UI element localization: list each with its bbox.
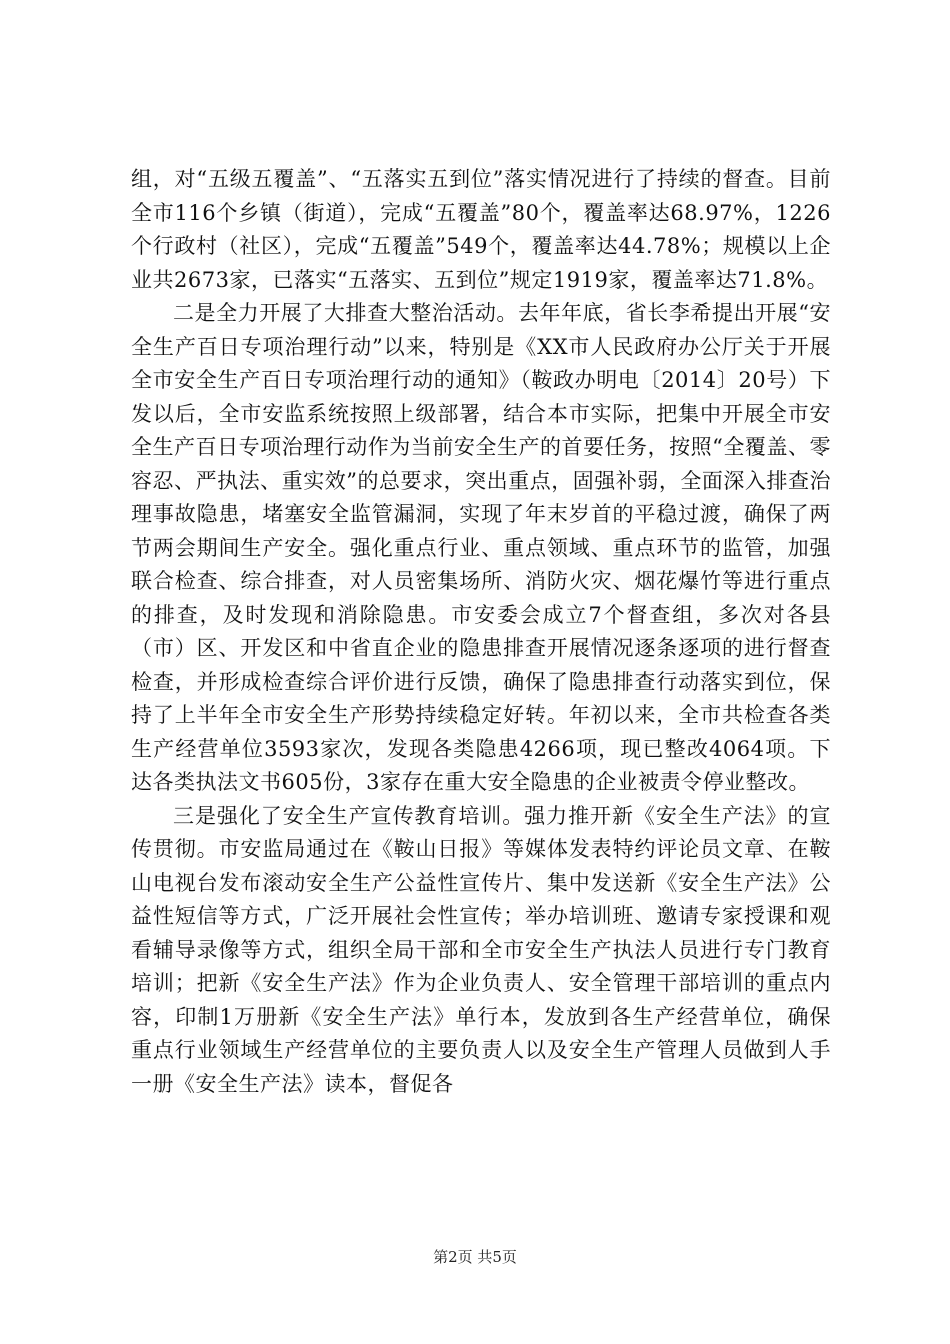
- paragraph-1: 组，对“五级五覆盖”、“五落实五到位”落实情况进行了持续的督查。目前全市116个乡镇（街道），完成“五覆盖”80个，覆盖率达68.97%，1226个行政村（社区），完成“五覆盖”549个，覆盖率达44.78%；规模以上企业共2673家，已落实“五落实、五到位”规定1919家，覆盖率达71.8%。: [131, 167, 831, 292]
- document-body: [131, 163, 831, 1101]
- paragraph-2: 二是全力开展了大排查大整治活动。去年年底，省长李希提出开展“安全生产百日专项治理行动”以来，特别是《XX市人民政府办公厅关于开展全市安全生产百日专项治理行动的通知》（鞍政办明电〔2014〕20号）下发以后，全市安监系统按照上级部署，结合本市实际，把集中开展全市安全生产百日专项治理行动作为当前安全生产的首要任务，按照“全覆盖、零容忍、严执法、重实效”的总要求，突出重点，固强补弱，全面深入排查治理事故隐患，堵塞安全监管漏洞，实现了年末岁首的平稳过渡，确保了两节两会期间生产安全。强化重点行业、重点领域、重点环节的监管，加强联合检查、综合排查，对人员密集场所、消防火灾、烟花爆竹等进行重点的排查，及时发现和消除隐患。市安委会成立7个督查组，多次对各县（市）区、开发区和中省直企业的隐患排查开展情况逐条逐项的进行督查检查，并形成检查综合评价进行反馈，确保了隐患排查行动落实到位，保持了上半年全市安全生产形势持续稳定好转。年初以来，全市共检查各类生产经营单位3593家次，发现各类隐患4266项，现已整改4064项。下达各类执法文书605份，3家存在重大安全隐患的企业被责令停业整改。: [131, 301, 831, 794]
- page-footer: 第2页 共5页: [433, 1248, 517, 1266]
- paragraph-3: 三是强化了安全生产宣传教育培训。强力推开新《安全生产法》的宣传贯彻。市安监局通过在《鞍山日报》等媒体发表特约评论员文章、在鞍山电视台发布滚动安全生产公益性宣传片、集中发送新《安全生产法》公益性短信等方式，广泛开展社会性宣传；举办培训班、邀请专家授课和观看辅导录像等方式，组织全局干部和全市安全生产执法人员进行专门教育培训；把新《安全生产法》作为企业负责人、安全管理干部培训的重点内容，印制1万册新《安全生产法》单行本，发放到各生产经营单位，确保重点行业领域生产经营单位的主要负责人以及安全生产管理人员做到人手一册《安全生产法》读本，督促各: [131, 803, 831, 1096]
